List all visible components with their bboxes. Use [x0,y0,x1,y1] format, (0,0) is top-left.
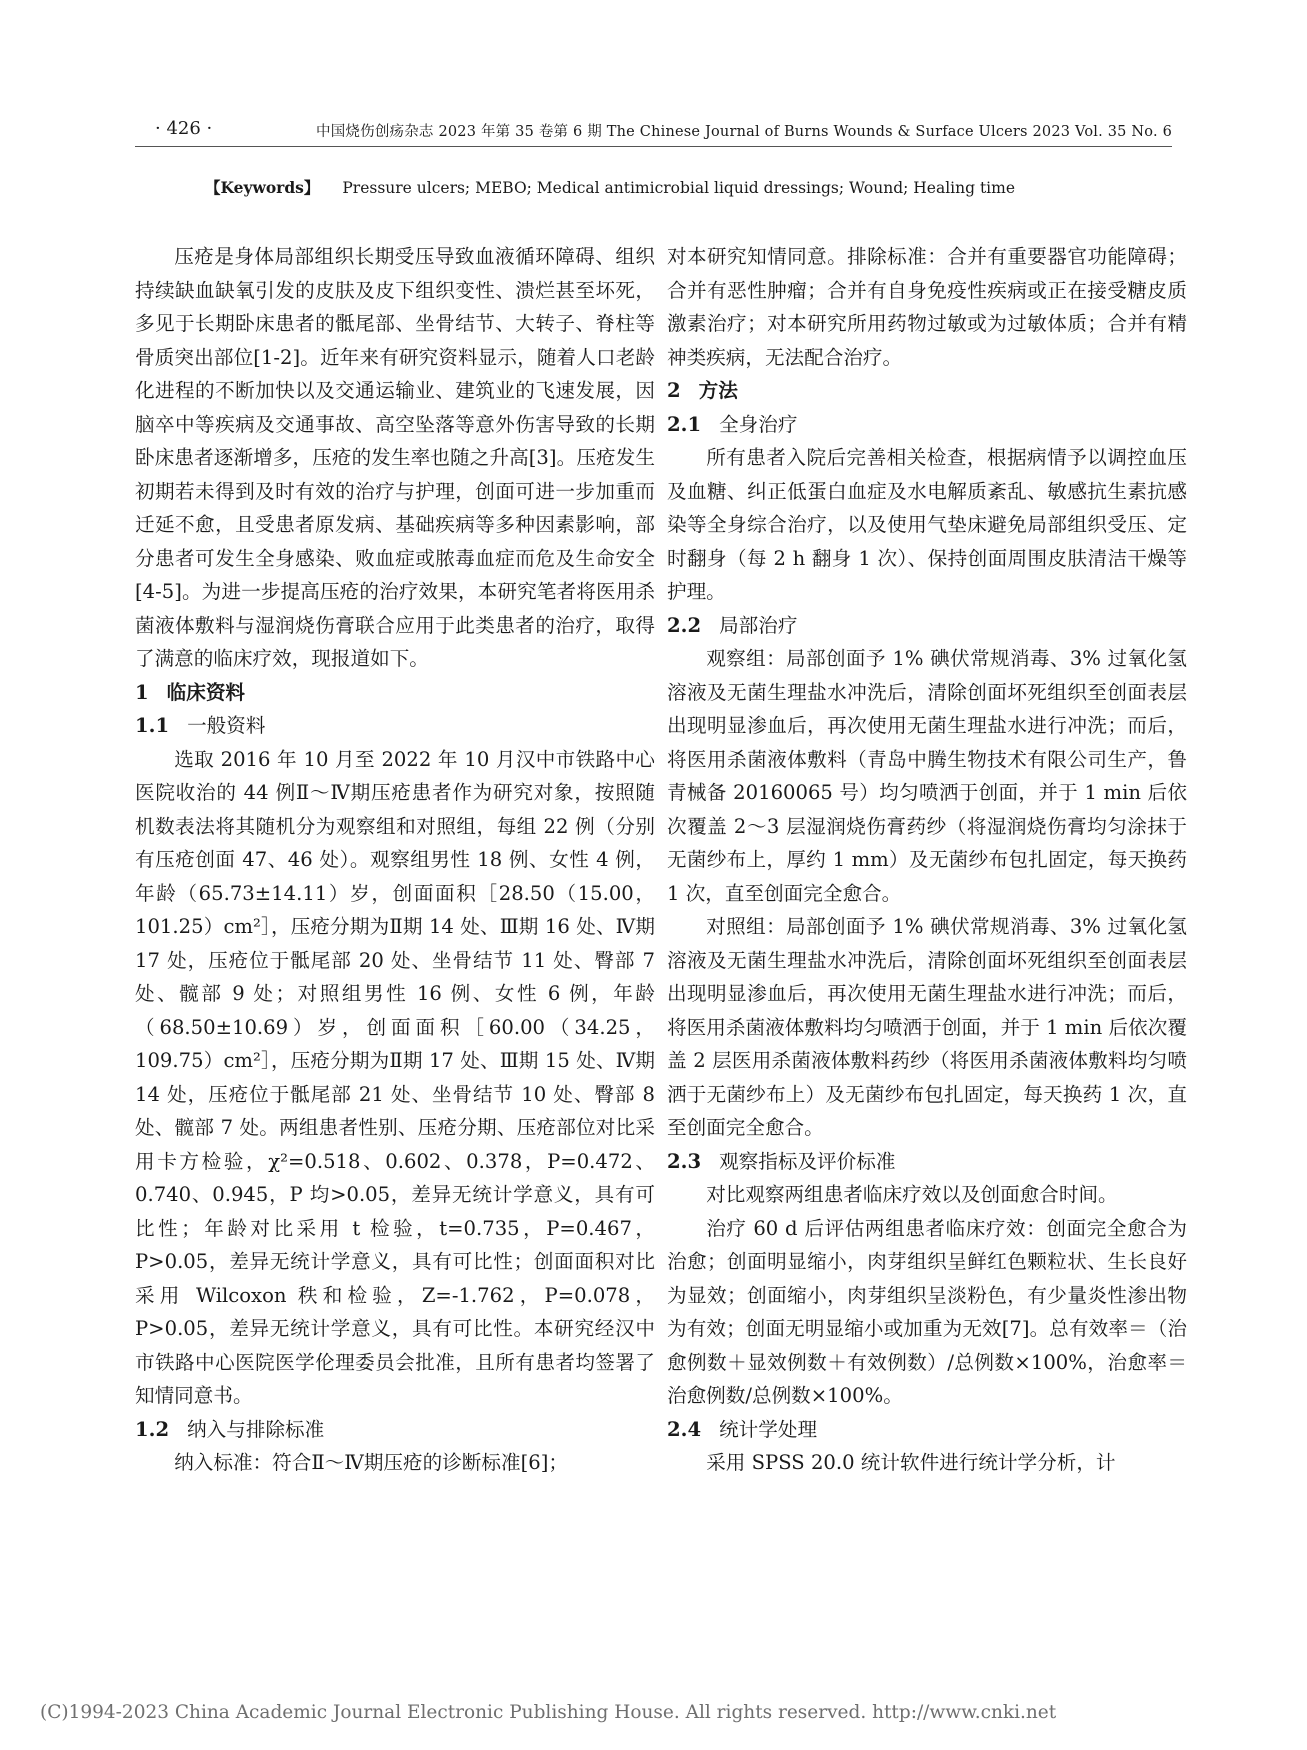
subsection-number: 2.4 [667,1417,702,1441]
subsection-title: 一般资料 [187,714,266,737]
subsection-title: 统计学处理 [719,1417,818,1441]
subsection-title: 观察指标及评价标准 [719,1149,896,1173]
subsection-number: 2.3 [667,1149,702,1173]
right-column [667,240,1187,1480]
subsection-number: 2.2 [667,613,702,637]
page-number: · 426 · [155,118,213,139]
keywords-label: 【Keywords】 [205,178,320,197]
systemic-treatment-paragraph: 所有患者入院后完善相关检查，根据病情予以调控血压及血糖、纠正低蛋白血症及水电解质紊乱、敏感抗生素抗感染等全身综合治疗，以及使用气垫床避免局部组织受压、定时翻身（每 2 h 翻身 1 次）、保持创面周围皮肤清洁干燥等护理。 [667,446,1187,603]
subsection-heading-systemic-treatment [667,408,1187,442]
subsection-title: 全身治疗 [719,412,798,436]
subsection-heading-evaluation [667,1145,1187,1179]
subsection-number: 2.1 [667,412,702,436]
running-head: 中国烧伤创疡杂志 2023 年第 35 卷第 6 期 The Chinese Journal of Burns Wounds & Surface Ulcers 2023 Vol. 35 No. 6 [316,124,1172,140]
section-title: 临床资料 [166,680,246,704]
control-group-paragraph: 对照组：局部创面予 1% 碘伏常规消毒、3% 过氧化氢溶液及无菌生理盐水冲洗后，清除创面坏死组织至创面表层出现明显渗血后，再次使用无菌生理盐水进行冲洗；而后，将医用杀菌液体敷料均匀喷洒于创面，并于 1 min 后依次覆盖 2 层医用杀菌液体敷料药纱（将医用杀菌液体敷料均匀喷洒于无菌纱布上）及无菌纱布包扎固定，每天换药 1 次，直至创面完全愈合。 [667,915,1187,1139]
copyright-footer: (C)1994-2023 China Academic Journal Electronic Publishing House. All rights reserved. http://www.cnki.net [40,1702,1057,1723]
subsection-heading-local-treatment [667,609,1187,643]
introduction-paragraph: 压疮是身体局部组织长期受压导致血液循环障碍、组织持续缺血缺氧引发的皮肤及皮下组织变性、溃烂甚至坏死，多见于长期卧床患者的骶尾部、坐骨结节、大转子、脊柱等骨质突出部位[1-2]。近年来有研究资料显示，随着人口老龄化进程的不断加快以及交通运输业、建筑业的飞速发展，因脑卒中等疾病及交通事故、高空坠落等意外伤害导致的长期卧床患者逐渐增多，压疮的发生率也随之升高[3]。压疮发生初期若未得到及时有效的治疗与护理，创面可进一步加重而迁延不愈，且受患者原发病、基础疾病等多种因素影响，部分患者可发生全身感染、败血症或脓毒血症而危及生命安全[4-5]。为进一步提高压疮的治疗效果，本研究笔者将医用杀菌液体敷料与湿润烧伤膏联合应用于此类患者的治疗，取得了满意的临床疗效，现报道如下。 [135,245,655,670]
subsection-title: 局部治疗 [719,613,798,637]
left-column [135,240,655,1480]
header-divider [135,146,1172,147]
section-number: 2 [667,379,681,402]
exclusion-criteria-paragraph: 对本研究知情同意。排除标准：合并有重要器官功能障碍；合并有恶性肿瘤；合并有自身免疫性疾病或正在接受糖皮质激素治疗；对本研究所用药物过敏或为过敏体质；合并有精神类疾病，无法配合治疗。 [667,245,1187,369]
observation-group-paragraph: 观察组：局部创面予 1% 碘伏常规消毒、3% 过氧化氢溶液及无菌生理盐水冲洗后，清除创面坏死组织至创面表层出现明显渗血后，再次使用无菌生理盐水进行冲洗；而后，将医用杀菌液体敷料（青岛中腾生物技术有限公司生产，鲁青械备 20160065 号）均匀喷洒于创面，并于 1 min 后依次覆盖 2～3 层湿润烧伤膏药纱（将湿润烧伤膏均匀涂抹于无菌纱布上，厚约 1 mm）及无菌纱布包扎固定，每天换药 1 次，直至创面完全愈合。 [667,647,1187,905]
subsection-title: 纳入与排除标准 [187,1417,325,1441]
keywords-text: Pressure ulcers; MEBO; Medical antimicrobial liquid dressings; Wound; Healing time [342,179,1016,197]
inclusion-criteria-paragraph: 纳入标准：符合Ⅱ～Ⅳ期压疮的诊断标准[6]； [174,1451,568,1474]
section-heading-methods [667,374,1187,408]
statistics-paragraph: 采用 SPSS 20.0 统计软件进行统计学分析，计 [706,1451,1116,1474]
keywords-line [205,176,1015,198]
subsection-heading-general-data [135,709,655,743]
subsection-heading-statistics [667,1413,1187,1447]
subsection-number: 1.2 [135,1417,170,1441]
subsection-heading-criteria [135,1413,655,1447]
section-number: 1 [135,680,149,704]
section-title: 方法 [698,379,738,402]
section-heading-clinical-data [135,676,655,710]
evaluation-paragraph-2: 治疗 60 d 后评估两组患者临床疗效：创面完全愈合为治愈；创面明显缩小，肉芽组织呈鲜红色颗粒状、生长良好为显效；创面缩小，肉芽组织呈淡粉色，有少量炎性渗出物为有效；创面无明显缩小或加重为无效[7]。总有效率＝（治愈例数＋显效例数＋有效例数）/总例数×100%，治愈率＝治愈例数/总例数×100%。 [667,1216,1187,1407]
evaluation-paragraph-1: 对比观察两组患者临床疗效以及创面愈合时间。 [706,1183,1118,1206]
general-data-paragraph: 选取 2016 年 10 月至 2022 年 10 月汉中市铁路中心医院收治的 44 例Ⅱ～Ⅳ期压疮患者作为研究对象，按照随机数表法将其随机分为观察组和对照组，每组 22 例（分别有压疮创面 47、46 处）。观察组男性 18 例、女性 4 例，年龄（65.73±14.11）岁，创面面积［28.50（15.00，101.25）cm²］，压疮分期为Ⅱ期 14 处、Ⅲ期 16 处、Ⅳ期 17 处，压疮位于骶尾部 20 处、坐骨结节 11 处、臀部 7 处、髋部 9 处；对照组男性 16 例、女性 6 例，年龄（68.50±10.69）岁，创面面积［60.00（34.25，109.75）cm²］，压疮分期为Ⅱ期 17 处、Ⅲ期 15 处、Ⅳ期 14 处，压疮位于骶尾部 21 处、坐骨结节 10 处、臀部 8 处、髋部 7 处。两组患者性别、压疮分期、压疮部位对比采用卡方检验，χ²=0.518、0.602、0.378，P=0.472、0.740、0.945，P 均>0.05，差异无统计学意义，具有可比性；年龄对比采用 t 检验，t=0.735，P=0.467，P>0.05，差异无统计学意义，具有可比性；创面面积对比采用 Wilcoxon 秩和检验，Z=-1.762，P=0.078，P>0.05，差异无统计学意义，具有可比性。本研究经汉中市铁路中心医院医学伦理委员会批准，且所有患者均签署了知情同意书。 [135,747,655,1407]
subsection-number: 1.1 [135,714,170,737]
